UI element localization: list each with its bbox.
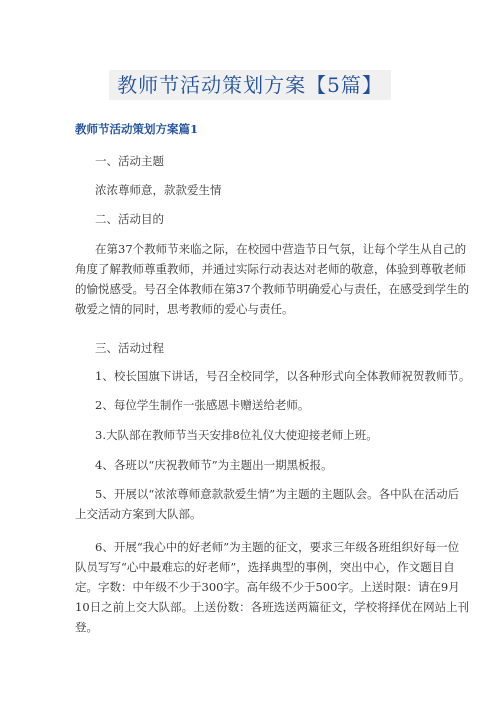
paragraph-line: 敬爱之情的同时，思考教师的爱心与责任。 [75,302,294,316]
activity-purpose-paragraph [75,239,470,319]
title-wrapper [0,70,500,100]
section-subtitle: 教师节活动策划方案篇1 [75,122,199,136]
paragraph-line: 登。 [75,620,98,634]
paragraph-line: 5、开展以“浓浓尊师意款款爱生情”为主题的主题队会。各中队在活动后 [95,487,460,501]
paragraph-line: 角度了解教师尊重教师，并通过实际行动表达对老师的敬意，体验到尊敬老师 [75,262,466,276]
document-title: 教师节活动策划方案【5篇】 [109,70,391,100]
process-item-3: 3.大队部在教师节当天安排8位礼仪大使迎接老师上班。 [95,428,378,442]
heading-activity-theme: 一、活动主题 [95,154,164,168]
paragraph-line: 在第37个教师节来临之际，在校园中营造节日气氛，让每个学生从自己的 [95,242,467,256]
activity-theme-text: 浓浓尊师意，款款爱生情 [95,183,222,197]
paragraph-line: 6、开展“我心中的好老师”为主题的征文，要求三年级各班组织好每一位 [95,540,460,554]
process-item-4: 4、各班以“庆祝教师节”为主题出一期黑板报。 [95,458,333,472]
process-item-6 [75,537,470,637]
paragraph-line: 定。字数：中年级不少于300字。高年级不少于500字。上送时限：请在9月 [75,580,460,594]
process-item-1: 1、校长国旗下讲话，号召全校同学，以各种形式向全体教师祝贺教师节。 [95,369,471,383]
paragraph-line: 上交活动方案到大队部。 [75,507,202,521]
process-item-2: 2、每位学生制作一张感恩卡赠送给老师。 [95,398,310,412]
paragraph-line: 的愉悦感受。号召全体教师在第37个教师节明确爱心与责任，在感受到学生的 [75,282,470,296]
paragraph-line: 队员写写“心中最难忘的好老师”，选择典型的事例，突出中心，作文题目自 [75,560,455,574]
process-item-5 [75,484,460,524]
paragraph-line: 10日之前上交大队部。上送份数：各班选送两篇征文，学校将择优在网站上刊 [75,600,470,614]
heading-activity-process: 三、活动过程 [95,341,164,355]
heading-activity-purpose: 二、活动目的 [95,212,164,226]
